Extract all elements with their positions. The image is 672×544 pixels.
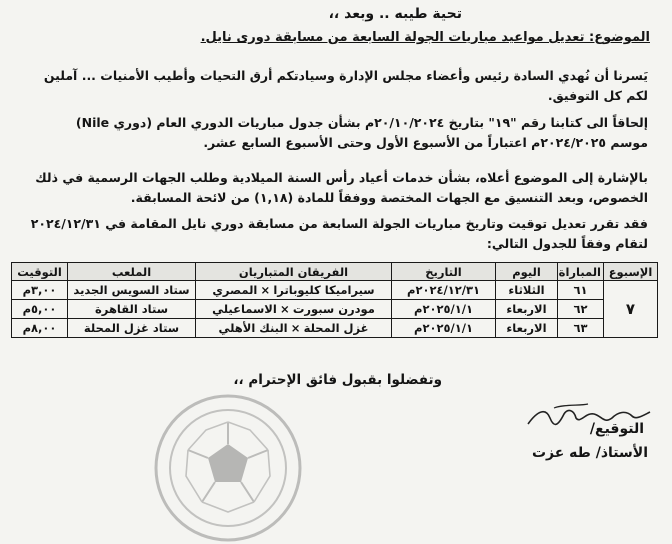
header-match: المباراة [558,263,604,281]
date-cell: ٢٠٢٥/١/١م [392,300,496,319]
football-seal-icon [152,392,304,544]
table-row [12,319,658,338]
subject-line [201,30,650,45]
team-a: سيراميكا كليوباترا [273,283,375,297]
subject-label: الموضوع: [589,30,650,45]
team-b: المصري [212,283,258,297]
paragraph-4-line-2: لتقام وفقاً للجدول التالي: [486,236,648,251]
header-stadium: الملعب [68,263,196,281]
stadium-cell: ستاد القاهرة [68,300,196,319]
day-cell: الثلاثاء [496,281,558,300]
signatory-name: الأستاذ/ طه عزت [531,445,648,461]
match-cell: ٦٢ [558,300,604,319]
time-cell: ٣,٠٠م [12,281,68,300]
closing-line: وتفضلوا بقبول فائق الإحترام ،، [233,372,442,388]
time-cell: ٥,٠٠م [12,300,68,319]
stadium-cell: ستاد غزل المحلة [68,319,196,338]
vs-mark: × [290,321,301,335]
header-time: التوقيت [12,263,68,281]
match-cell: ٦٣ [558,319,604,338]
header-date: التاريخ [392,263,496,281]
paragraph-4-line-1: فقد تقرر تعديل توقيت وتاريخ مباريات الجولة السابعة من مسابقة دوري نايل المقامة في ٢٠٢٤/١٢/٣١ [30,216,648,231]
header-teams: الفريقان المتباريان [196,263,392,281]
date-cell: ٢٠٢٤/١٢/٣١م [392,281,496,300]
date-cell: ٢٠٢٥/١/١م [392,319,496,338]
table-row [12,300,658,319]
vs-mark: × [260,283,271,297]
paragraph-2-line-1: إلحاقاً الى كتابنا رقم "١٩" بتاريخ ٢٠/١٠/٢٠٢٤م بشأن جدول مباريات الدوري العام (دوري Nile) [75,115,648,130]
team-b: الاسماعيلي [212,302,277,316]
day-cell: الاربعاء [496,300,558,319]
paragraph-1-line-1: يَسرنا أن نُهدي السادة رئيس وأعضاء مجلس الإدارة وسيادتكم أرق التحيات وأطيب الأمنيات ... آملين [43,68,648,83]
paragraph-2-line-2: موسم ٢٠٢٤/٢٠٢٥م اعتباراً من الأسبوع الأول وحتى الأسبوع السابع عشر. [203,135,648,150]
teams-cell [196,281,392,300]
paragraph-3-line-2: الخصوص، وبعد التنسيق مع الجهات المختصة ووفقاً للمادة (١,١٨) من لائحة المسابقة. [130,190,648,205]
team-a: غزل المحلة [303,321,369,335]
signature-label: التوقيع/ [589,421,644,437]
teams-cell [196,319,392,338]
header-day: اليوم [496,263,558,281]
team-a: مودرن سبورت [292,302,375,316]
team-b: البنك الأهلي [218,321,288,335]
subject-text: تعديل مواعيد مباريات الجولة السابعة من مسابقة دورى نايل. [200,30,589,45]
time-cell: ٨,٠٠م [12,319,68,338]
table-header-row [12,263,658,281]
paragraph-1-line-2: لكم كل التوفيق. [547,88,648,103]
greeting: تحية طيبه .. وبعد ،، [328,6,462,22]
match-cell: ٦١ [558,281,604,300]
stadium-cell: ستاد السويس الجديد [68,281,196,300]
table-row [12,281,658,300]
schedule-table [11,262,658,338]
paragraph-3-line-1: بالإشارة إلى الموضوع أعلاه، بشأن خدمات أعياد رأس السنة الميلادية وطلب الجهات الرسمية في ذلك [35,170,648,185]
day-cell: الاربعاء [496,319,558,338]
week-cell: ٧ [604,281,658,338]
vs-mark: × [280,302,290,316]
teams-cell [196,300,392,319]
header-week: الإسبوع [604,263,658,281]
